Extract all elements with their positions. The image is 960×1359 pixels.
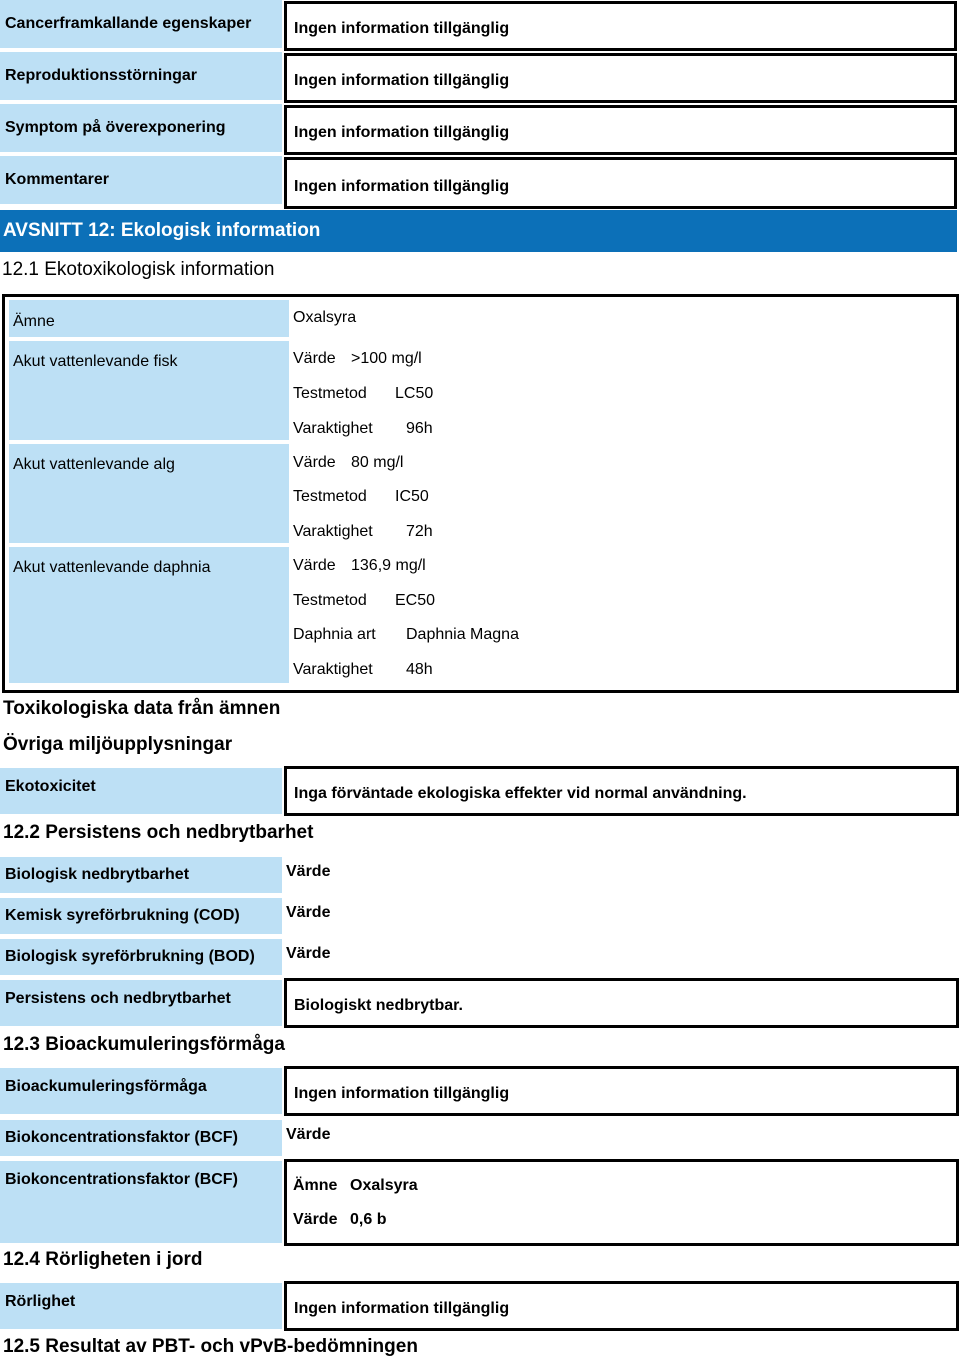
bcf-2-substance: Oxalsyra xyxy=(350,1177,418,1194)
label-bioaccumulation: Bioackumuleringsförmåga xyxy=(0,1068,282,1114)
value-symptoms: Ingen information tillgänglig xyxy=(284,105,957,155)
value-cancer: Ingen information tillgänglig xyxy=(284,1,957,51)
heading-12-3: 12.3 Bioackumuleringsförmåga xyxy=(3,1034,285,1055)
value-persistence: Biologiskt nedbrytbar. xyxy=(284,978,959,1028)
label-algae: Akut vattenlevande alg xyxy=(9,444,289,543)
heading-12-4: 12.4 Rörligheten i jord xyxy=(3,1249,203,1270)
label-ecotoxicity: Ekotoxicitet xyxy=(0,768,282,814)
heading-other-env: Övriga miljöupplysningar xyxy=(3,734,233,755)
fish-value-key: Värde xyxy=(293,350,336,367)
fish-method: LC50 xyxy=(395,385,434,402)
daphnia-species-key: Daphnia art xyxy=(293,626,376,643)
daphnia-value-key: Värde xyxy=(293,557,336,574)
daphnia-method-key: Testmetod xyxy=(293,592,367,609)
algae-method: IC50 xyxy=(395,488,429,505)
bcf-2-value: 0,6 b xyxy=(350,1211,387,1228)
fish-method-key: Testmetod xyxy=(293,385,367,402)
substance-value: Oxalsyra xyxy=(293,309,357,326)
section-12-header: AVSNITT 12: Ekologisk information xyxy=(0,210,957,252)
value-ecotoxicity: Inga förväntade ekologiska effekter vid normal användning. xyxy=(284,766,959,816)
label-fish: Akut vattenlevande fisk xyxy=(9,341,289,440)
value-bcf-1: Värde xyxy=(286,1126,331,1143)
label-symptoms: Symptom på överexponering xyxy=(0,104,282,152)
label-comments: Kommentarer xyxy=(0,156,282,204)
label-bod: Biologisk syreförbrukning (BOD) xyxy=(0,939,282,975)
algae-method-key: Testmetod xyxy=(293,488,367,505)
value-mobility: Ingen information tillgänglig xyxy=(284,1281,959,1331)
algae-duration-key: Varaktighet xyxy=(293,523,373,540)
algae-duration: 72h xyxy=(406,523,433,540)
value-biodegradability: Värde xyxy=(286,863,331,880)
label-bcf-1: Biokoncentrationsfaktor (BCF) xyxy=(0,1120,282,1156)
value-comments: Ingen information tillgänglig xyxy=(284,157,957,209)
heading-12-5: 12.5 Resultat av PBT- och vPvB-bedömningen xyxy=(3,1336,418,1357)
bcf-2-substance-key: Ämne xyxy=(293,1177,338,1194)
daphnia-duration-key: Varaktighet xyxy=(293,661,373,678)
bcf-2-value-key: Värde xyxy=(293,1211,338,1228)
heading-12-1: 12.1 Ekotoxikologisk information xyxy=(2,259,275,280)
heading-tox-data: Toxikologiska data från ämnen xyxy=(3,698,281,719)
label-bcf-2: Biokoncentrationsfaktor (BCF) xyxy=(0,1161,282,1243)
label-mobility: Rörlighet xyxy=(0,1283,282,1329)
algae-value-key: Värde xyxy=(293,454,336,471)
label-daphnia: Akut vattenlevande daphnia xyxy=(9,547,289,683)
fish-duration-key: Varaktighet xyxy=(293,420,373,437)
daphnia-value: 136,9 mg/l xyxy=(351,557,426,574)
heading-12-2: 12.2 Persistens och nedbrytbarhet xyxy=(3,822,314,843)
label-substance: Ämne xyxy=(9,300,289,337)
label-cod: Kemisk syreförbrukning (COD) xyxy=(0,898,282,934)
fish-value: >100 mg/l xyxy=(351,350,422,367)
daphnia-duration: 48h xyxy=(406,661,433,678)
value-bcf-2-box xyxy=(284,1159,959,1246)
fish-duration: 96h xyxy=(406,420,433,437)
algae-value: 80 mg/l xyxy=(351,454,404,471)
daphnia-method: EC50 xyxy=(395,592,436,609)
label-reproduction: Reproduktionsstörningar xyxy=(0,52,282,100)
value-bioaccumulation: Ingen information tillgänglig xyxy=(284,1066,959,1116)
value-cod: Värde xyxy=(286,904,331,921)
label-persistence: Persistens och nedbrytbarhet xyxy=(0,980,282,1026)
label-biodegradability: Biologisk nedbrytbarhet xyxy=(0,857,282,893)
value-reproduction: Ingen information tillgänglig xyxy=(284,53,957,103)
label-cancer: Cancerframkallande egenskaper xyxy=(0,0,282,48)
daphnia-species: Daphnia Magna xyxy=(406,626,519,643)
value-bod: Värde xyxy=(286,945,331,962)
